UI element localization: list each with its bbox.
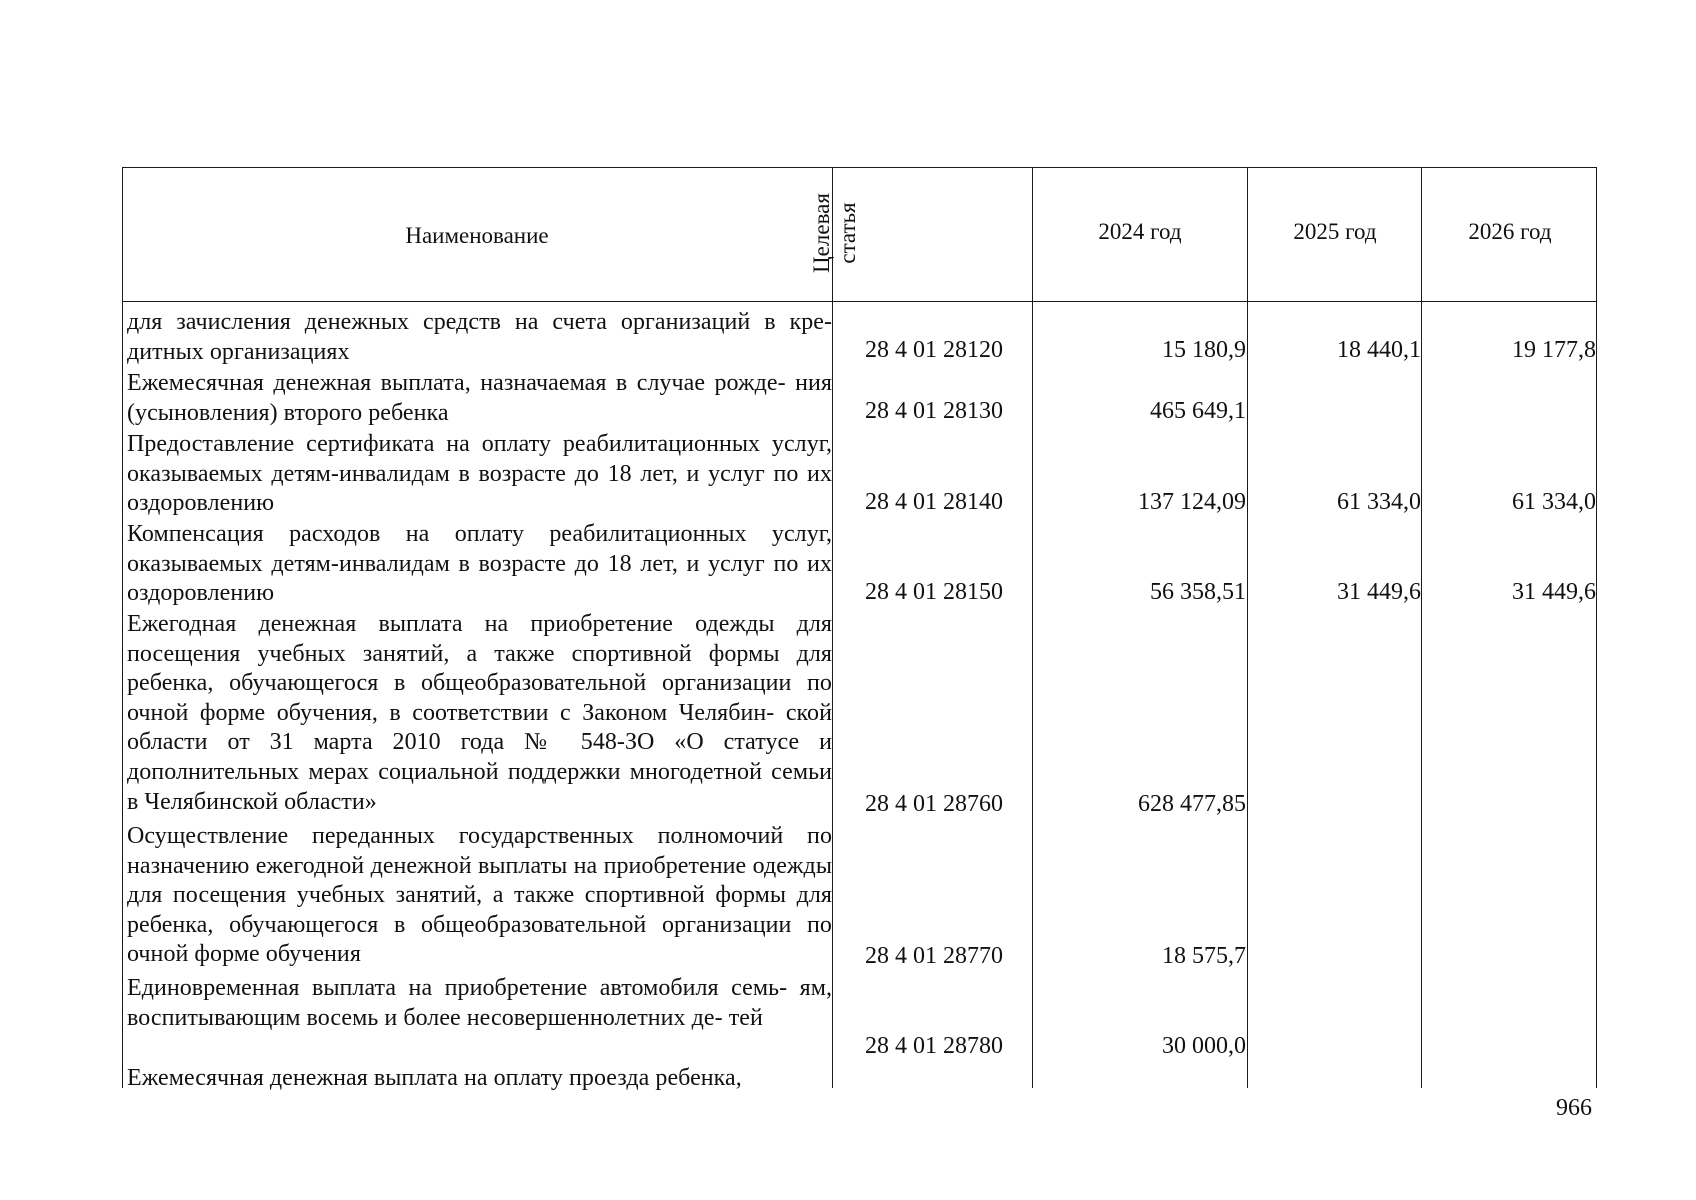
column-divider-2	[1032, 167, 1033, 1088]
row-name: Предоставление сертификата на оплату реабилитационных услуг, оказываемых детям-инвалидам в возрасте до 18 лет, и услуг по их оздоровлению	[127, 431, 832, 517]
header-target-article-line2: статья	[835, 202, 860, 264]
header-target-article	[809, 163, 869, 303]
row-name: Осуществление переданных государственных полномочий по назначению ежегодной денежной выплаты на приобретение одежды для посещения учебных занятий, а также спортивной формы для ребенка, обучающегося в общеобразовательной организации по очной форме обучения	[127, 823, 832, 968]
table-right-border	[1596, 167, 1597, 1088]
row-value-2024: 15 180,9	[1162, 337, 1246, 363]
row-value-2024: 30 000,0	[1162, 1033, 1246, 1059]
column-divider-1	[832, 167, 833, 1088]
header-year-2026: 2026 год	[1468, 219, 1552, 244]
row-value-2024: 18 575,7	[1162, 943, 1246, 969]
row-name: Ежегодная денежная выплата на приобретение одежды для посещения учебных занятий, а также спортивной формы для ребенка, обучающегося в общеобразовательной организации по очной форме обучения, в соответствии с Законом Челябин- ской области от 31 марта 2010 года № 548-ЗО «О статусе и дополнительных мерах социальной поддержки многодетной семьи в Челябинской области»	[127, 611, 832, 815]
row-code: 28 4 01 28140	[865, 489, 1003, 515]
row-code: 28 4 01 28760	[865, 791, 1003, 817]
row-name: для зачисления денежных средств на счета организаций в кре- дитных организациях	[127, 309, 832, 365]
row-value-2024: 137 124,09	[1138, 489, 1246, 515]
row-code: 28 4 01 28120	[865, 337, 1003, 363]
row-code: 28 4 01 28780	[865, 1033, 1003, 1059]
header-target-article-line1: Целевая	[809, 193, 834, 273]
column-divider-3	[1247, 167, 1248, 1088]
header-name: Наименование	[405, 223, 549, 248]
table-left-border	[122, 167, 123, 1088]
row-value-2025: 18 440,1	[1337, 337, 1421, 363]
row-name: Ежемесячная денежная выплата на оплату проезда ребенка,	[127, 1065, 742, 1091]
row-value-2026: 19 177,8	[1512, 337, 1596, 363]
row-code: 28 4 01 28150	[865, 579, 1003, 605]
row-value-2024: 56 358,51	[1150, 579, 1246, 605]
header-year-2025: 2025 год	[1293, 219, 1377, 244]
header-year-2024: 2024 год	[1098, 219, 1182, 244]
column-divider-4	[1421, 167, 1422, 1088]
row-value-2025: 31 449,6	[1337, 579, 1421, 605]
row-name: Ежемесячная денежная выплата, назначаемая в случае рожде- ния (усыновления) второго ребенка	[127, 370, 832, 426]
row-value-2026: 61 334,0	[1512, 489, 1596, 515]
row-name: Компенсация расходов на оплату реабилитационных услуг, оказываемых детям-инвалидам в возрасте до 18 лет, и услуг по их оздоровлению	[127, 521, 832, 607]
row-value-2026: 31 449,6	[1512, 579, 1596, 605]
row-name: Единовременная выплата на приобретение автомобиля семь- ям, воспитывающим восемь и более несовершеннолетних де- тей	[127, 975, 832, 1031]
row-code: 28 4 01 28770	[865, 943, 1003, 969]
row-value-2024: 628 477,85	[1138, 791, 1246, 817]
row-value-2024: 465 649,1	[1150, 398, 1246, 424]
row-value-2025: 61 334,0	[1337, 489, 1421, 515]
row-code: 28 4 01 28130	[865, 398, 1003, 424]
page-number: 966	[1556, 1095, 1592, 1121]
